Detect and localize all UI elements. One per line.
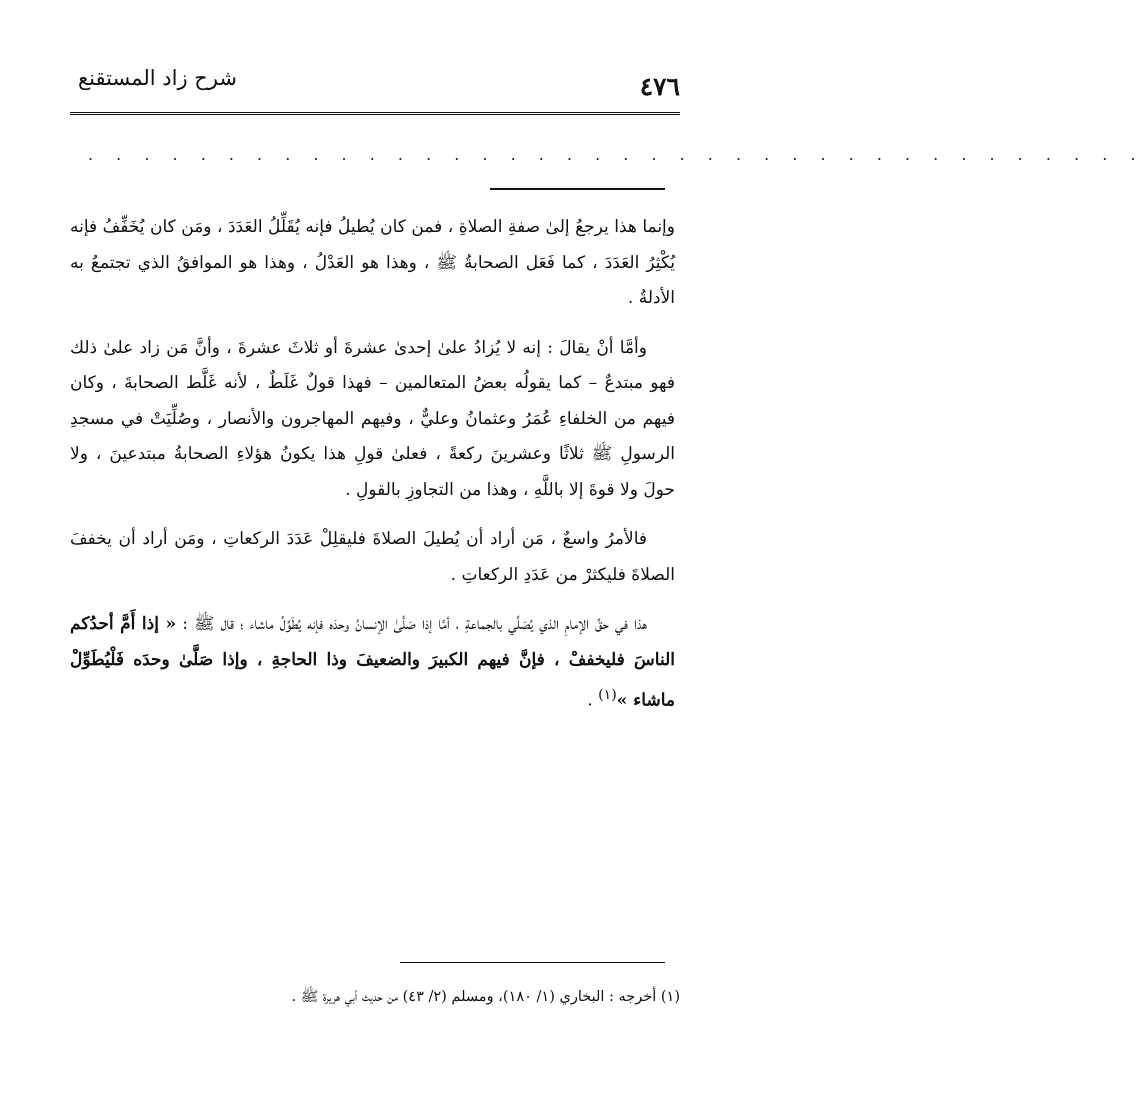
page-header (70, 62, 680, 110)
footnote: (١) أخرجه : البخاري (١/ ١٨٠)، ومسلم (٢/ ٤٣) من حديث أبي هريرة ﷺ . (291, 989, 680, 1005)
hadith-quote: « إذا أَمَّ أحدُكم الناسَ فليخففْ ، فإنَّ فيهم الكبيرَ والضعيفَ وذا الحاجةِ ، وإذا صَلَّىٰ وحدَه فَلْيُطَوِّلْ ماشاء » (70, 614, 675, 711)
paragraph-text: فالأمرُ واسعٌ ، مَن أراد أن يُطيلَ الصلاةَ فليقلِلْ عَدَدَ الركعاتِ ، ومَن أراد أن يخففَ الصلاةَ فليكثرْ من عَدَدِ الركعاتِ . (70, 529, 675, 585)
paragraph (70, 607, 675, 719)
paragraph-text: وإنما هذا يرجعُ إلىٰ صفةِ الصلاةِ ، فمن كان يُطيلُ فإنه يُقَلِّلُ العَدَدَ ، ومَن كان يُخَفِّفُ فإنه يُكْثِرُ العَدَدَ ، كما فَعَل الصحابةُ ﷺ ، وهذا هو العَدْلُ ، وهذا هو الموافقُ الذي تجتمعُ به الأدلةُ . (70, 217, 675, 308)
header-divider (70, 112, 680, 115)
section-divider (490, 188, 665, 190)
paragraph-text: هذا في حقِّ الإمامِ الذي يُصَلِّي بالجماعةِ ، أمَّا إذا صَلَّىٰ الإنسانُ وحدَه فإنه يُطَوِّلُ ماشاء ؛ قال ﷺ : (176, 614, 647, 634)
paragraph (70, 331, 675, 509)
paragraph-text: وأمَّا أنْ يقالَ : إنه لا يُزادُ علىٰ إحدىٰ عشرةَ أو ثلاثَ عشرةَ ، وأنَّ مَن زاد علىٰ ذلك فهو مبتدعٌ – كما يقولُه بعضُ المتعالمين – فهذا قولٌ غَلَطٌ ، لأنه غَلَّط الصحابةَ ، وكان فيهم من الخلفاءِ عُمَرُ وعثمانُ وعليٌّ ، وفيهم المهاجرون والأنصار ، وصُلِّيَتْ في مسجدِ الرسولِ ﷺ ثلاثًا وعشرينَ ركعةً ، فعلىٰ قولِ هذا يكونُ هؤلاءِ الصحابةُ مبتدعينَ ، ولا حولَ ولا قوةَ إلا باللَّهِ ، وهذا من التجاوزِ بالقولِ . (70, 337, 675, 500)
main-text (70, 210, 675, 733)
book-title: شرح زاد المستقنع (78, 66, 237, 90)
page-number: ٤٧٦ (639, 72, 680, 101)
paragraph (70, 522, 675, 593)
footnote-divider (400, 962, 665, 963)
paragraph (70, 210, 675, 317)
separator-dots: . . . . . . . . . . . . . . . . . . . . . . . . . . . . . . . . . . . . . . (88, 145, 1144, 164)
paragraph-end: . (587, 690, 599, 711)
footnote-marker: (١) (598, 687, 617, 703)
